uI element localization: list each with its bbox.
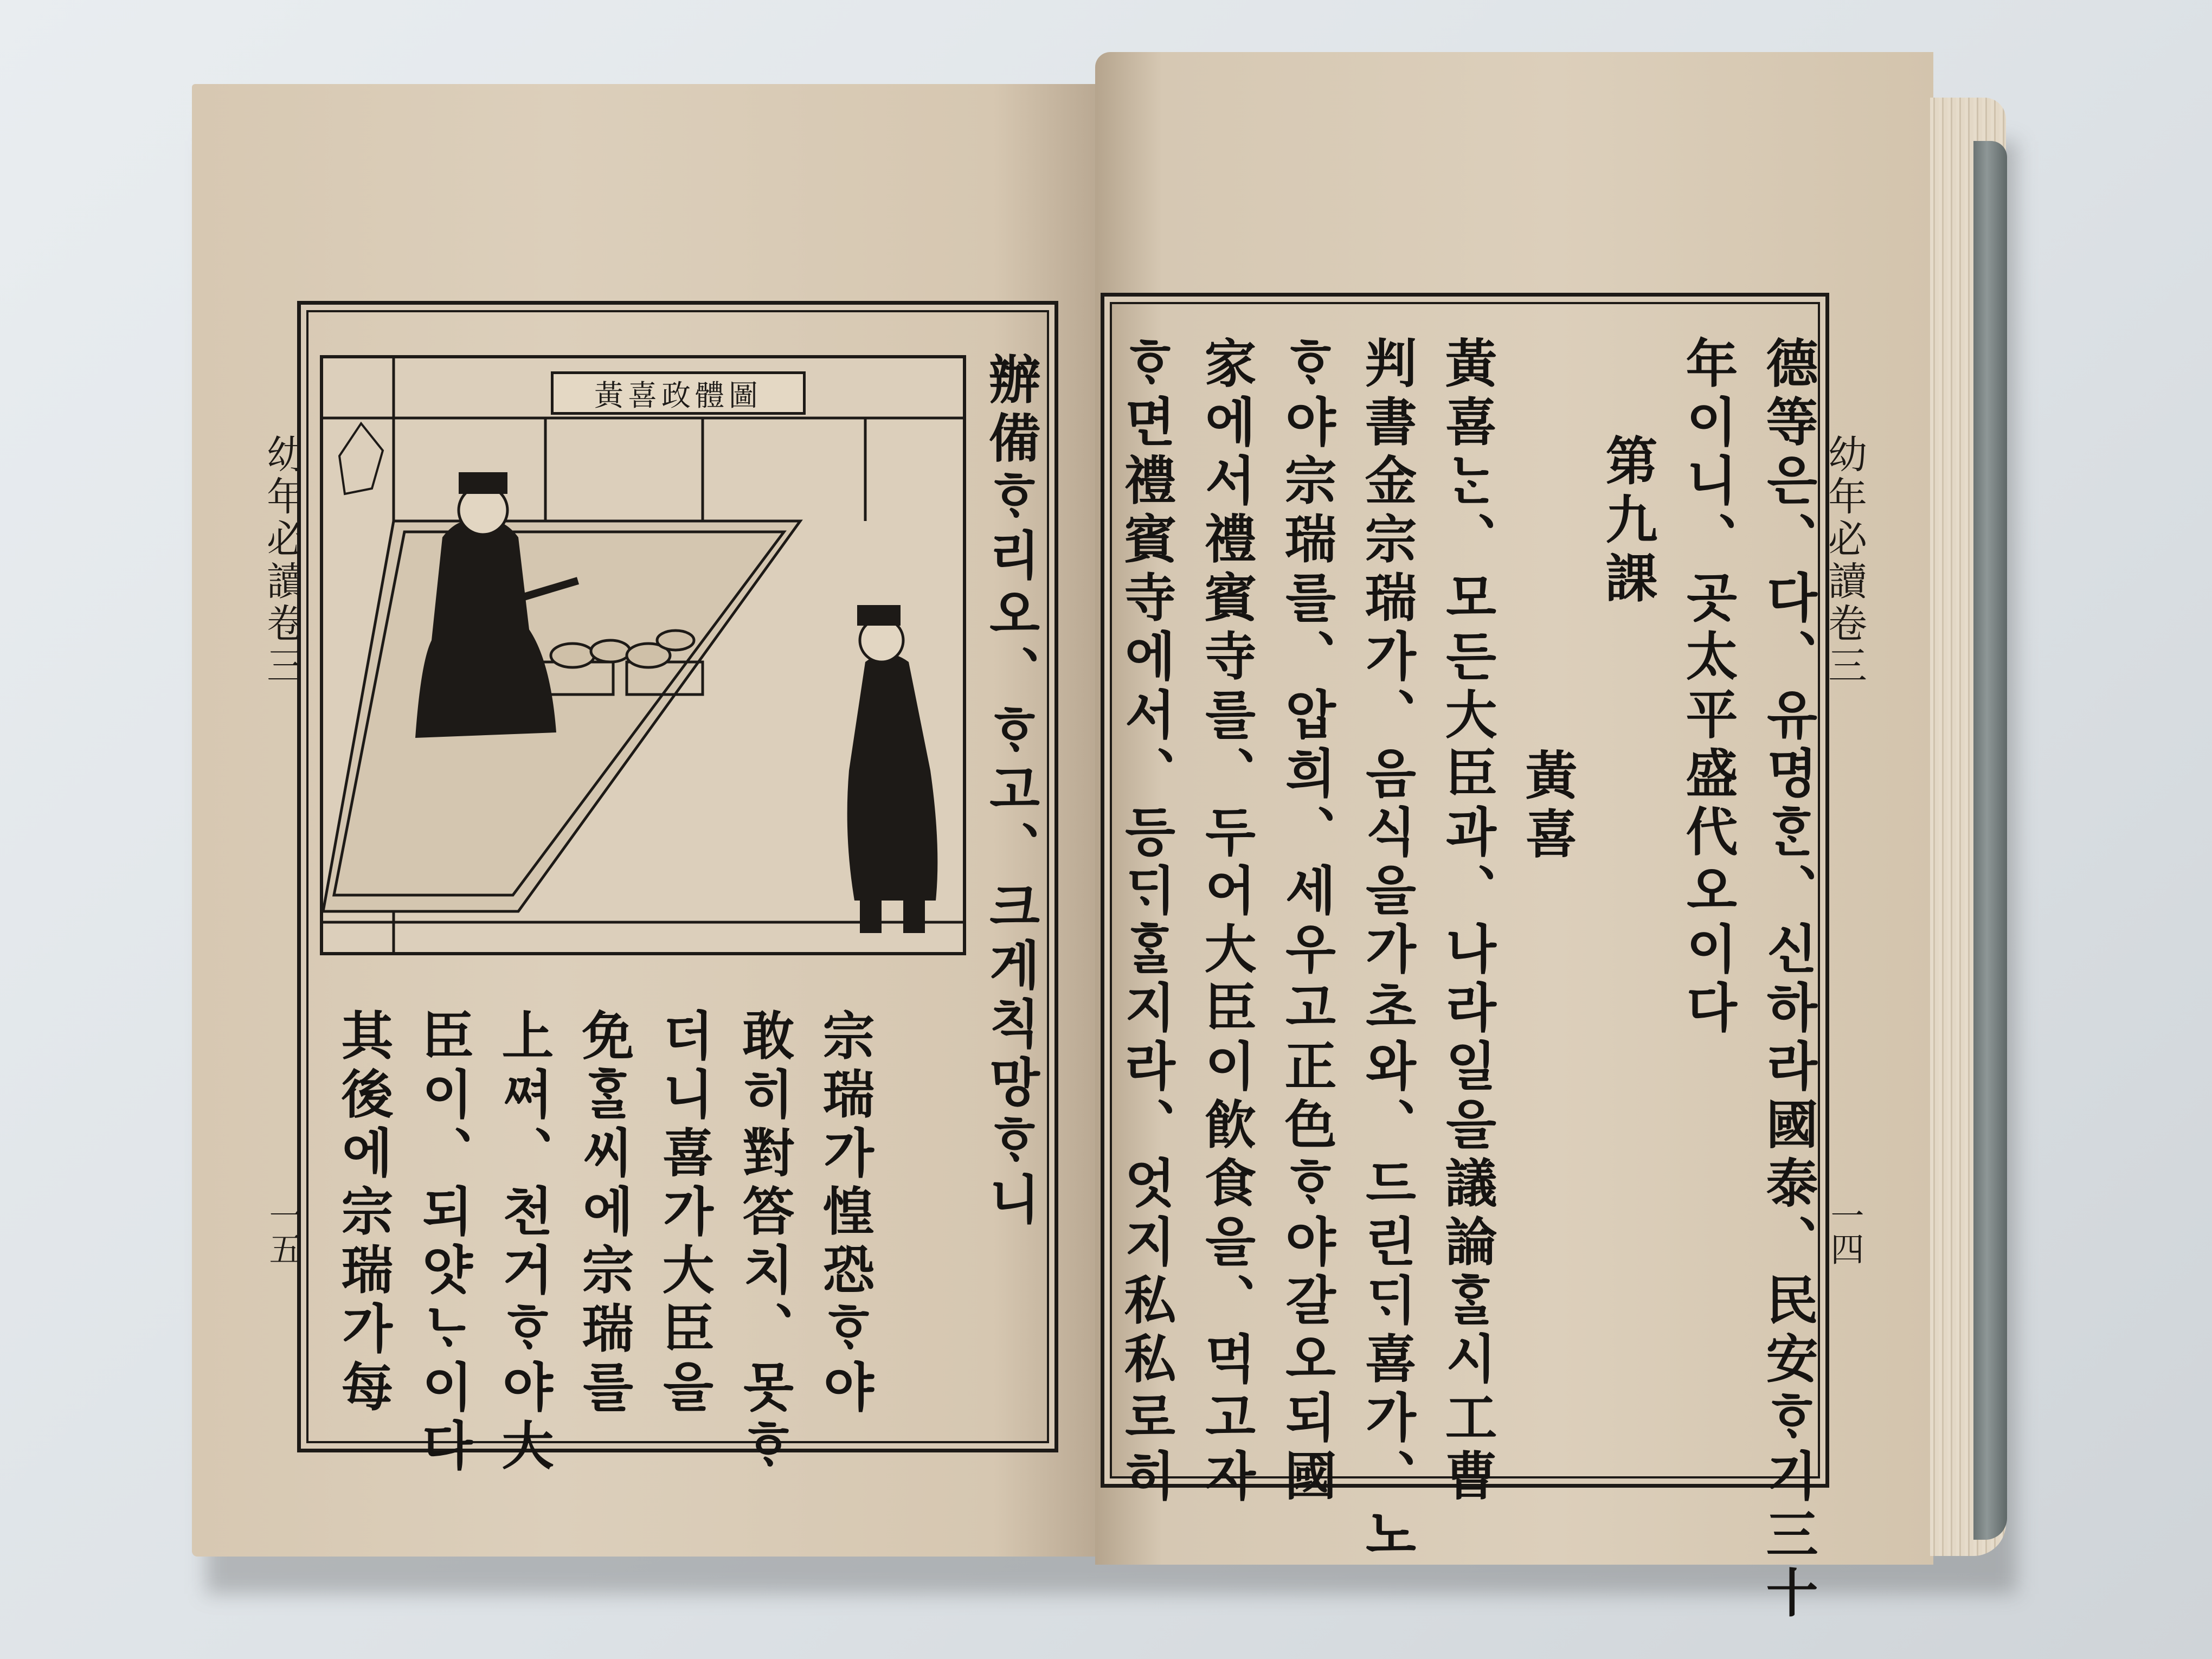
text-column: 宗瑞가惶恐ᄒᆞ야	[814, 1008, 875, 1418]
left-lower-text	[323, 1008, 885, 1477]
text-column: 免ᄒᆞᆯ씨에宗瑞를	[574, 1008, 634, 1418]
right-running-head: 幼年必讀卷三	[1822, 434, 1867, 687]
right-page-number: 一四	[1825, 1198, 1864, 1265]
lesson-title	[1587, 336, 1668, 1624]
illustration-drawing	[323, 358, 963, 952]
lesson-number: 第九課	[1597, 434, 1658, 609]
illustration-caption: 黃喜政體圖	[551, 371, 806, 415]
right-page-text	[1106, 336, 1828, 1624]
left-upper-text	[970, 352, 1051, 1231]
left-running-head: 幼年必讀卷三	[260, 434, 306, 687]
text-column: 德等은、다、유명ᄒᆞᆫ、신하라國泰、民安ᄒᆞ기三十	[1758, 336, 1818, 1624]
lesson-subtitle: 黃喜	[1517, 748, 1578, 865]
book-cover-edge	[1973, 141, 2007, 1540]
text-column: 其後에宗瑞가每	[333, 1008, 394, 1418]
illustration-panel	[320, 355, 966, 955]
text-column: 上ᄶᅧ、천거ᄒᆞ야大	[493, 1008, 554, 1477]
lesson-subtitle-column	[1507, 336, 1587, 1624]
text-column: 더니喜가大臣을	[654, 1008, 715, 1418]
text-column: 年이니、곳太平盛代오이다	[1677, 336, 1738, 1039]
text-column: ᄒᆞ면禮賓寺에서、등ᄃᆡᄒᆞᆯ지라、엇지私私로히	[1116, 336, 1176, 1507]
text-column: ᄒᆞ야宗瑞를、압희、세우고正色ᄒᆞ야갈오되國	[1276, 336, 1337, 1507]
text-column: 辦備ᄒᆞ리오、ᄒᆞ고、크게칙망ᄒᆞ니	[980, 352, 1041, 1231]
text-column: 家에서禮賓寺를、두어大臣이飮食을、먹고자	[1196, 336, 1257, 1507]
text-column: 黃喜ᄂᆞᆫ、모든大臣과、나라일을議論ᄒᆞᆯ시工曹	[1437, 336, 1497, 1507]
text-column: 敢히對答치、못ᄒᆞ	[734, 1008, 795, 1477]
text-column: 判書金宗瑞가、음식을가초와、드린ᄃᆡ喜가、노	[1356, 336, 1417, 1566]
left-page-number: 一五	[263, 1198, 303, 1265]
text-column: 臣이、되얏ᄂᆞ이다	[413, 1008, 474, 1477]
